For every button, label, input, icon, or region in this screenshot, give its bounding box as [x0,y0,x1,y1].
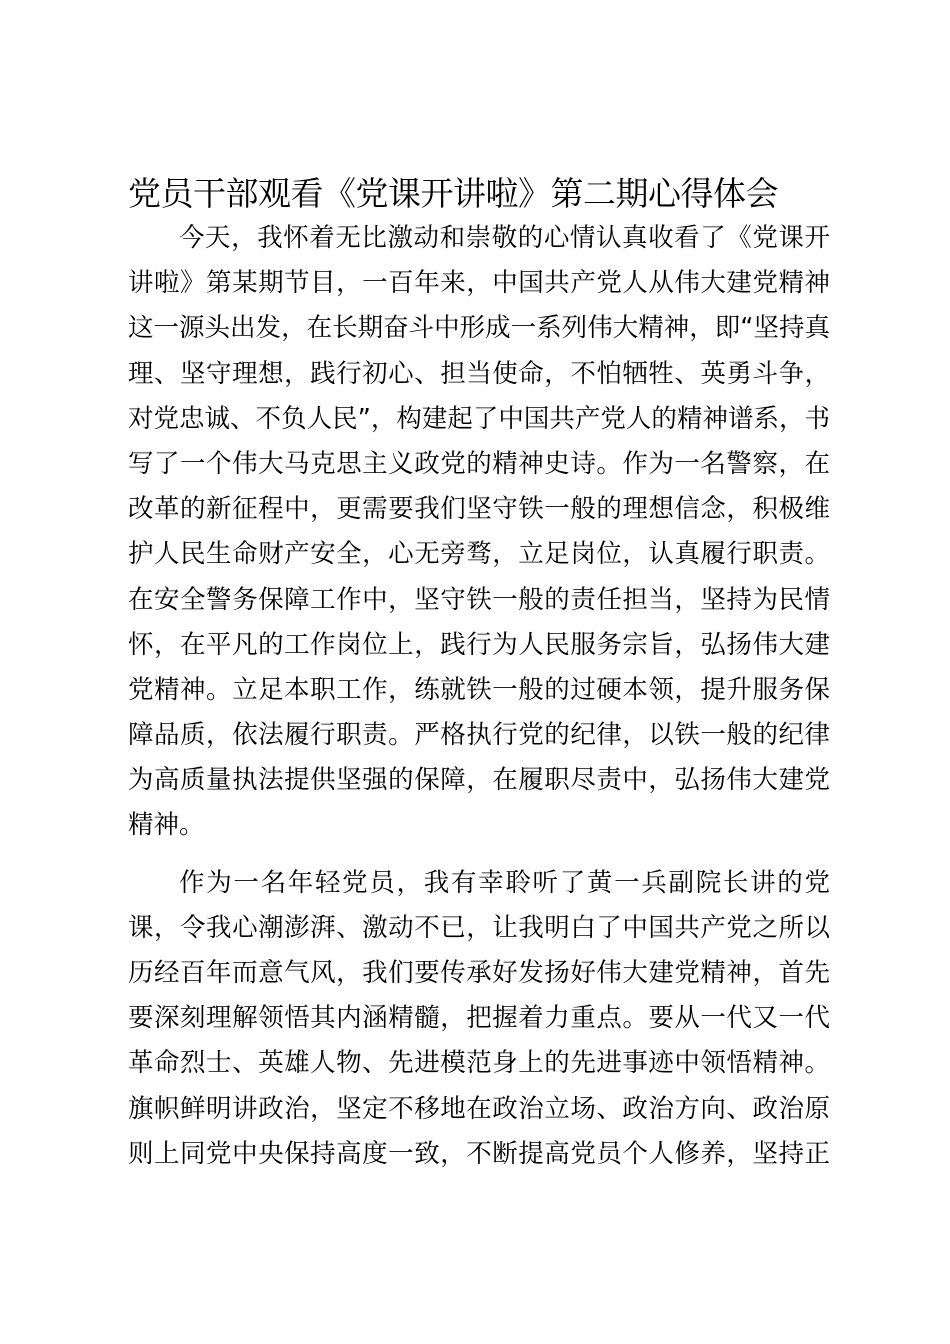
paragraph-line: 课，令我心潮澎湃、激动不已，让我明白了中国共产党之所以 [128,912,830,943]
paragraph-line: 旗帜鲜明讲政治，坚定不移地在政治立场、政治方向、政治原 [128,1093,830,1124]
paragraph-line: 改革的新征程中，更需要我们坚守铁一般的理想信念，积极维 [128,494,830,525]
paragraph-line: 在安全警务保障工作中，坚守铁一般的责任担当，坚持为民情 [128,584,830,615]
paragraph-line: 怀，在平凡的工作岗位上，践行为人民服务宗旨，弘扬伟大建 [128,629,830,660]
paragraph-line: 作为一名年轻党员，我有幸聆听了黄一兵副院长讲的党 [179,867,830,898]
document-title: 党员干部观看《党课开讲啦》第二期心得体会 [128,174,778,213]
paragraph-line: 这一源头出发，在长期奋斗中形成一系列伟大精神，即“坚持真 [128,313,830,344]
paragraph-2 [128,861,830,1177]
paragraph-line: 障品质，依法履行职责。严格执行党的纪律，以铁一般的纪律 [128,720,830,751]
paragraph-line: 历经百年而意气风，我们要传承好发扬好伟大建党精神，首先 [128,958,830,988]
paragraph-line: 理、坚守理想，践行初心、担当使命，不怕牺牲、英勇斗争， [128,358,830,389]
paragraph-line: 则上同党中央保持高度一致，不断提高党员个人修养，坚持正 [128,1138,830,1169]
paragraph-line: 精神。 [128,810,205,841]
paragraph-line: 对党忠诚、不负人民”，构建起了中国共产党人的精神谱系，书 [128,403,830,434]
document-body [128,216,830,1177]
paragraph-line: 为高质量执法提供坚强的保障，在履职尽责中，弘扬伟大建党 [128,765,830,796]
paragraph-line: 革命烈士、英雄人物、先进模范身上的先进事迹中领悟精神。 [128,1048,830,1079]
paragraph-1 [128,216,830,849]
paragraph-line: 要深刻理解领悟其内涵精髓，把握着力重点。要从一代又一代 [128,1003,830,1034]
paragraph-line: 讲啦》第某期节目，一百年来，中国共产党人从伟大建党精神 [128,268,830,299]
paragraph-line: 今天，我怀着无比激动和崇敬的心情认真收看了《党课开 [179,223,830,253]
paragraph-line: 写了一个伟大马克思主义政党的精神史诗。作为一名警察，在 [128,448,830,479]
paragraph-spacer [128,849,830,861]
paragraph-line: 护人民生命财产安全，心无旁骛，立足岗位，认真履行职责。 [128,539,830,570]
paragraph-line: 党精神。立足本职工作，练就铁一般的过硬本领，提升服务保 [128,674,830,705]
